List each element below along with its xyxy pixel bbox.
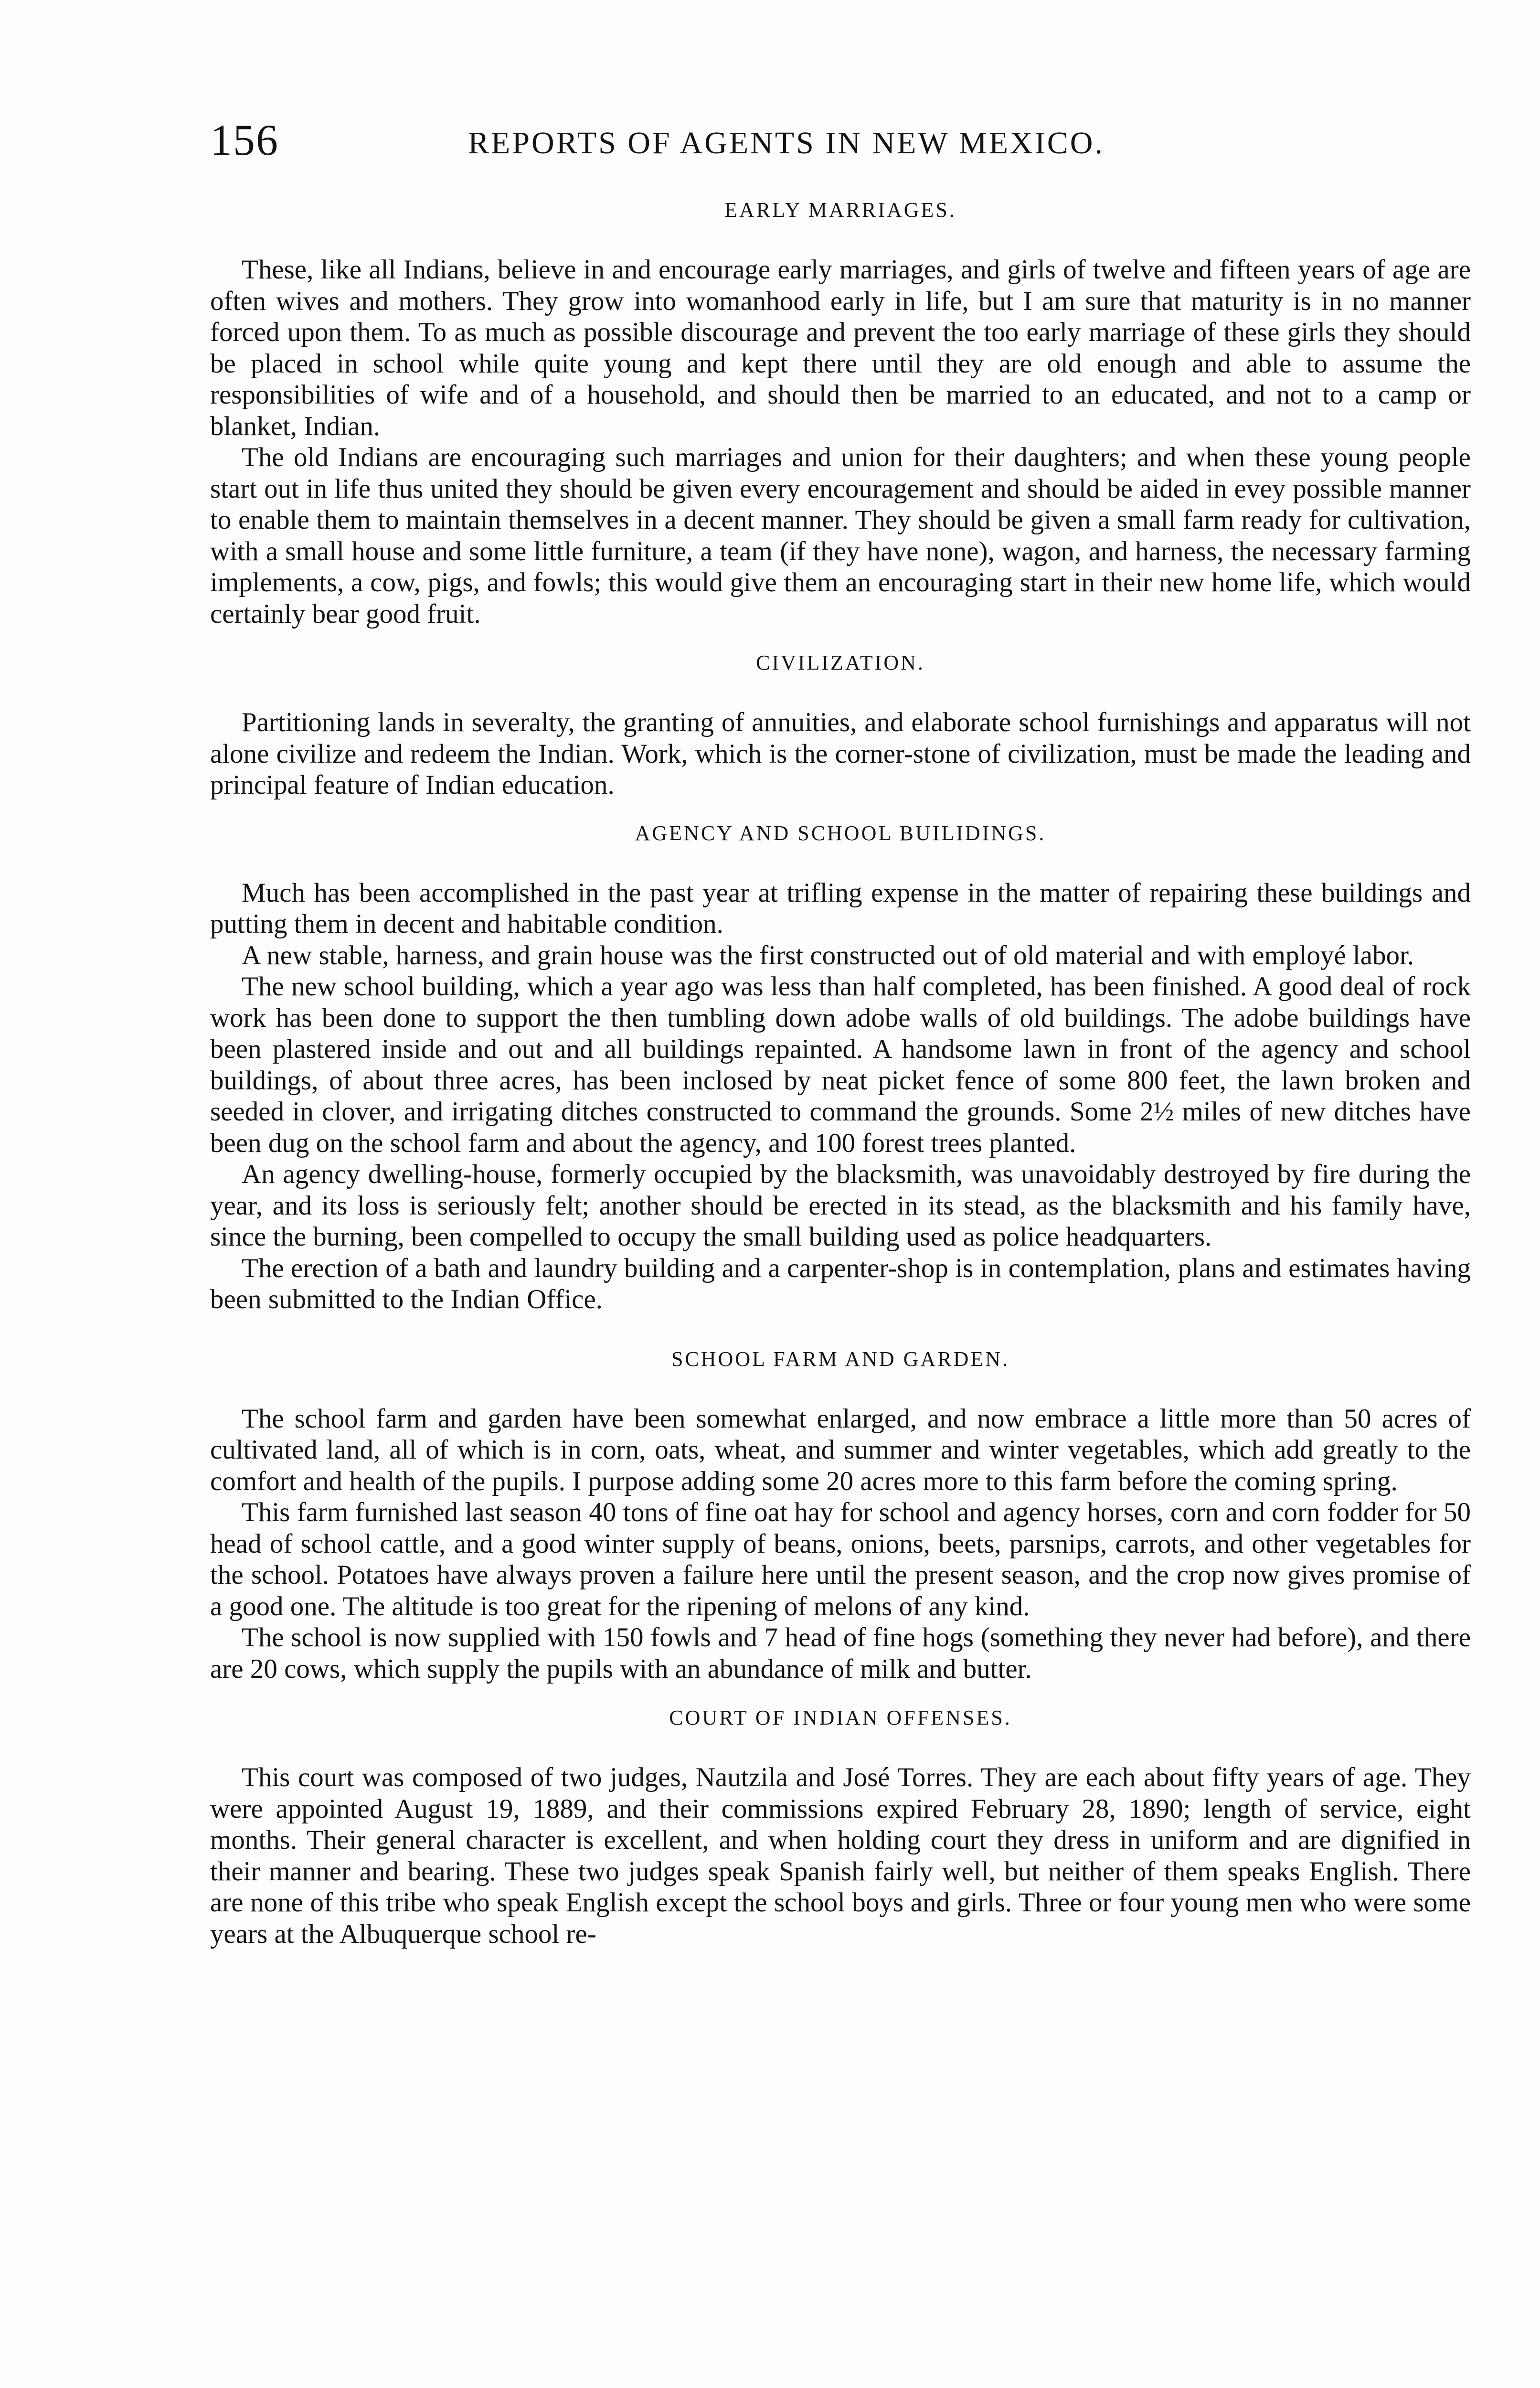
paragraph: These, like all Indians, believe in and encourage early marriages, and girls of twelve and fifteen years of age are often wives and mothers. They grow into womanhood early in life, but I am sure that maturity is in no manner forced upon them. To as much as possible discourage and prevent the too early marriage of these girls they should be placed in school while quite young and kept there until they are old enough and able to assume the responsibilities of wife and of a household, and should then be married to an educated, and not to a camp or blanket, Indian. (210, 255, 1471, 441)
paragraph: The school is now supplied with 150 fowls and 7 head of fine hogs (something they never had before), and there are 20 cows, which supply the pupils with an abundance of milk and butter. (210, 1622, 1471, 1684)
paragraph: The old Indians are encouraging such marriages and union for their daughters; and when these young people start out in life thus united they should be given every encouragement and should be aided in evey possible manner to enable them to maintain themselves in a decent manner. They should be given a small farm ready for cultivation, with a small house and some little furniture, a team (if they have none), wagon, and harness, the necessary farming implements, a cow, pigs, and fowls; this would give them an encouraging start in their new home life, which would certainly bear good fruit. (210, 442, 1471, 629)
section-early-marriages (210, 196, 1471, 629)
paragraph: The new school building, which a year ago was less than half completed, has been finished. A good deal of rock work has been done to support the then tumbling down adobe walls of old buildings. The adobe buildings have been plastered inside and out and all buildings repainted. A handsome lawn in front of the agency and school buildings, of about three acres, has been inclosed by neat picket fence of some 800 feet, the lawn broken and seeded in clover, and irrigating ditches constructed to command the grounds. Some 2½ miles of new ditches have been dug on the school farm and about the agency, and 100 forest trees planted. (210, 971, 1471, 1158)
paragraph: Much has been accomplished in the past year at trifling expense in the matter of repairing these buildings and putting them in decent and habitable condition. (210, 877, 1471, 939)
paragraph: Partitioning lands in severalty, the granting of annuities, and elaborate school furnishings and apparatus will not alone civilize and redeem the Indian. Work, which is the corner-stone of civilization, must be made the leading and principal feature of Indian education. (210, 707, 1471, 800)
section-school-farm-and-garden (210, 1345, 1471, 1685)
page-body (210, 196, 1471, 1964)
paragraph: An agency dwelling-house, formerly occupied by the blacksmith, was unavoidably destroyed by fire during the year, and its loss is seriously felt; another should be erected in its stead, as the blacksmith and his family have, since the burning, been compelled to occupy the small building used as police headquarters. (210, 1159, 1471, 1252)
section-heading: EARLY MARRIAGES. (724, 198, 956, 222)
section-civilization (210, 649, 1471, 801)
section-court-of-indian-offenses (210, 1704, 1471, 1950)
section-heading: SCHOOL FARM AND GARDEN. (671, 1347, 1010, 1371)
paragraph: This court was composed of two judges, Nautzila and José Torres. They are each about fifty years of age. They were appointed August 19, 1889, and their commissions expired February 28, 1890; length of service, eight months. Their general character is excellent, and when holding court they dress in uniform and are dignified in their manner and bearing. These two judges speak Spanish fairly well, but neither of them speaks English. There are none of this tribe who speak English except the school boys and girls. Three or four young men who were some years at the Albuquerque school re- (210, 1762, 1471, 1949)
paragraph: The erection of a bath and laundry building and a carpenter-shop is in contemplation, plans and estimates having been submitted to the Indian Office. (210, 1253, 1471, 1314)
section-agency-and-school-buildings (210, 819, 1471, 1315)
page-number: 156 (210, 116, 279, 164)
section-heading: AGENCY AND SCHOOL BUILIDINGS. (635, 821, 1046, 845)
section-heading: COURT OF INDIAN OFFENSES. (669, 1706, 1012, 1729)
running-title: REPORTS OF AGENTS IN NEW MEXICO. (468, 126, 1105, 160)
paragraph: A new stable, harness, and grain house was the first constructed out of old material and with employé labor. (242, 940, 1414, 970)
page-header (210, 114, 1523, 166)
paragraph: The school farm and garden have been somewhat enlarged, and now embrace a little more than 50 acres of cultivated land, all of which is in corn, oats, wheat, and summer and winter vegetables, which add greatly to the comfort and health of the pupils. I purpose adding some 20 acres more to this farm before the coming spring. (210, 1403, 1471, 1496)
section-heading: CIVILIZATION. (756, 651, 925, 674)
paragraph: This farm furnished last season 40 tons of fine oat hay for school and agency horses, corn and corn fodder for 50 head of school cattle, and a good winter supply of beans, onions, beets, parsnips, carrots, and other vegetables for the school. Potatoes have always proven a failure here until the present season, and the crop now gives promise of a good one. The altitude is too great for the ripening of melons of any kind. (210, 1497, 1471, 1621)
